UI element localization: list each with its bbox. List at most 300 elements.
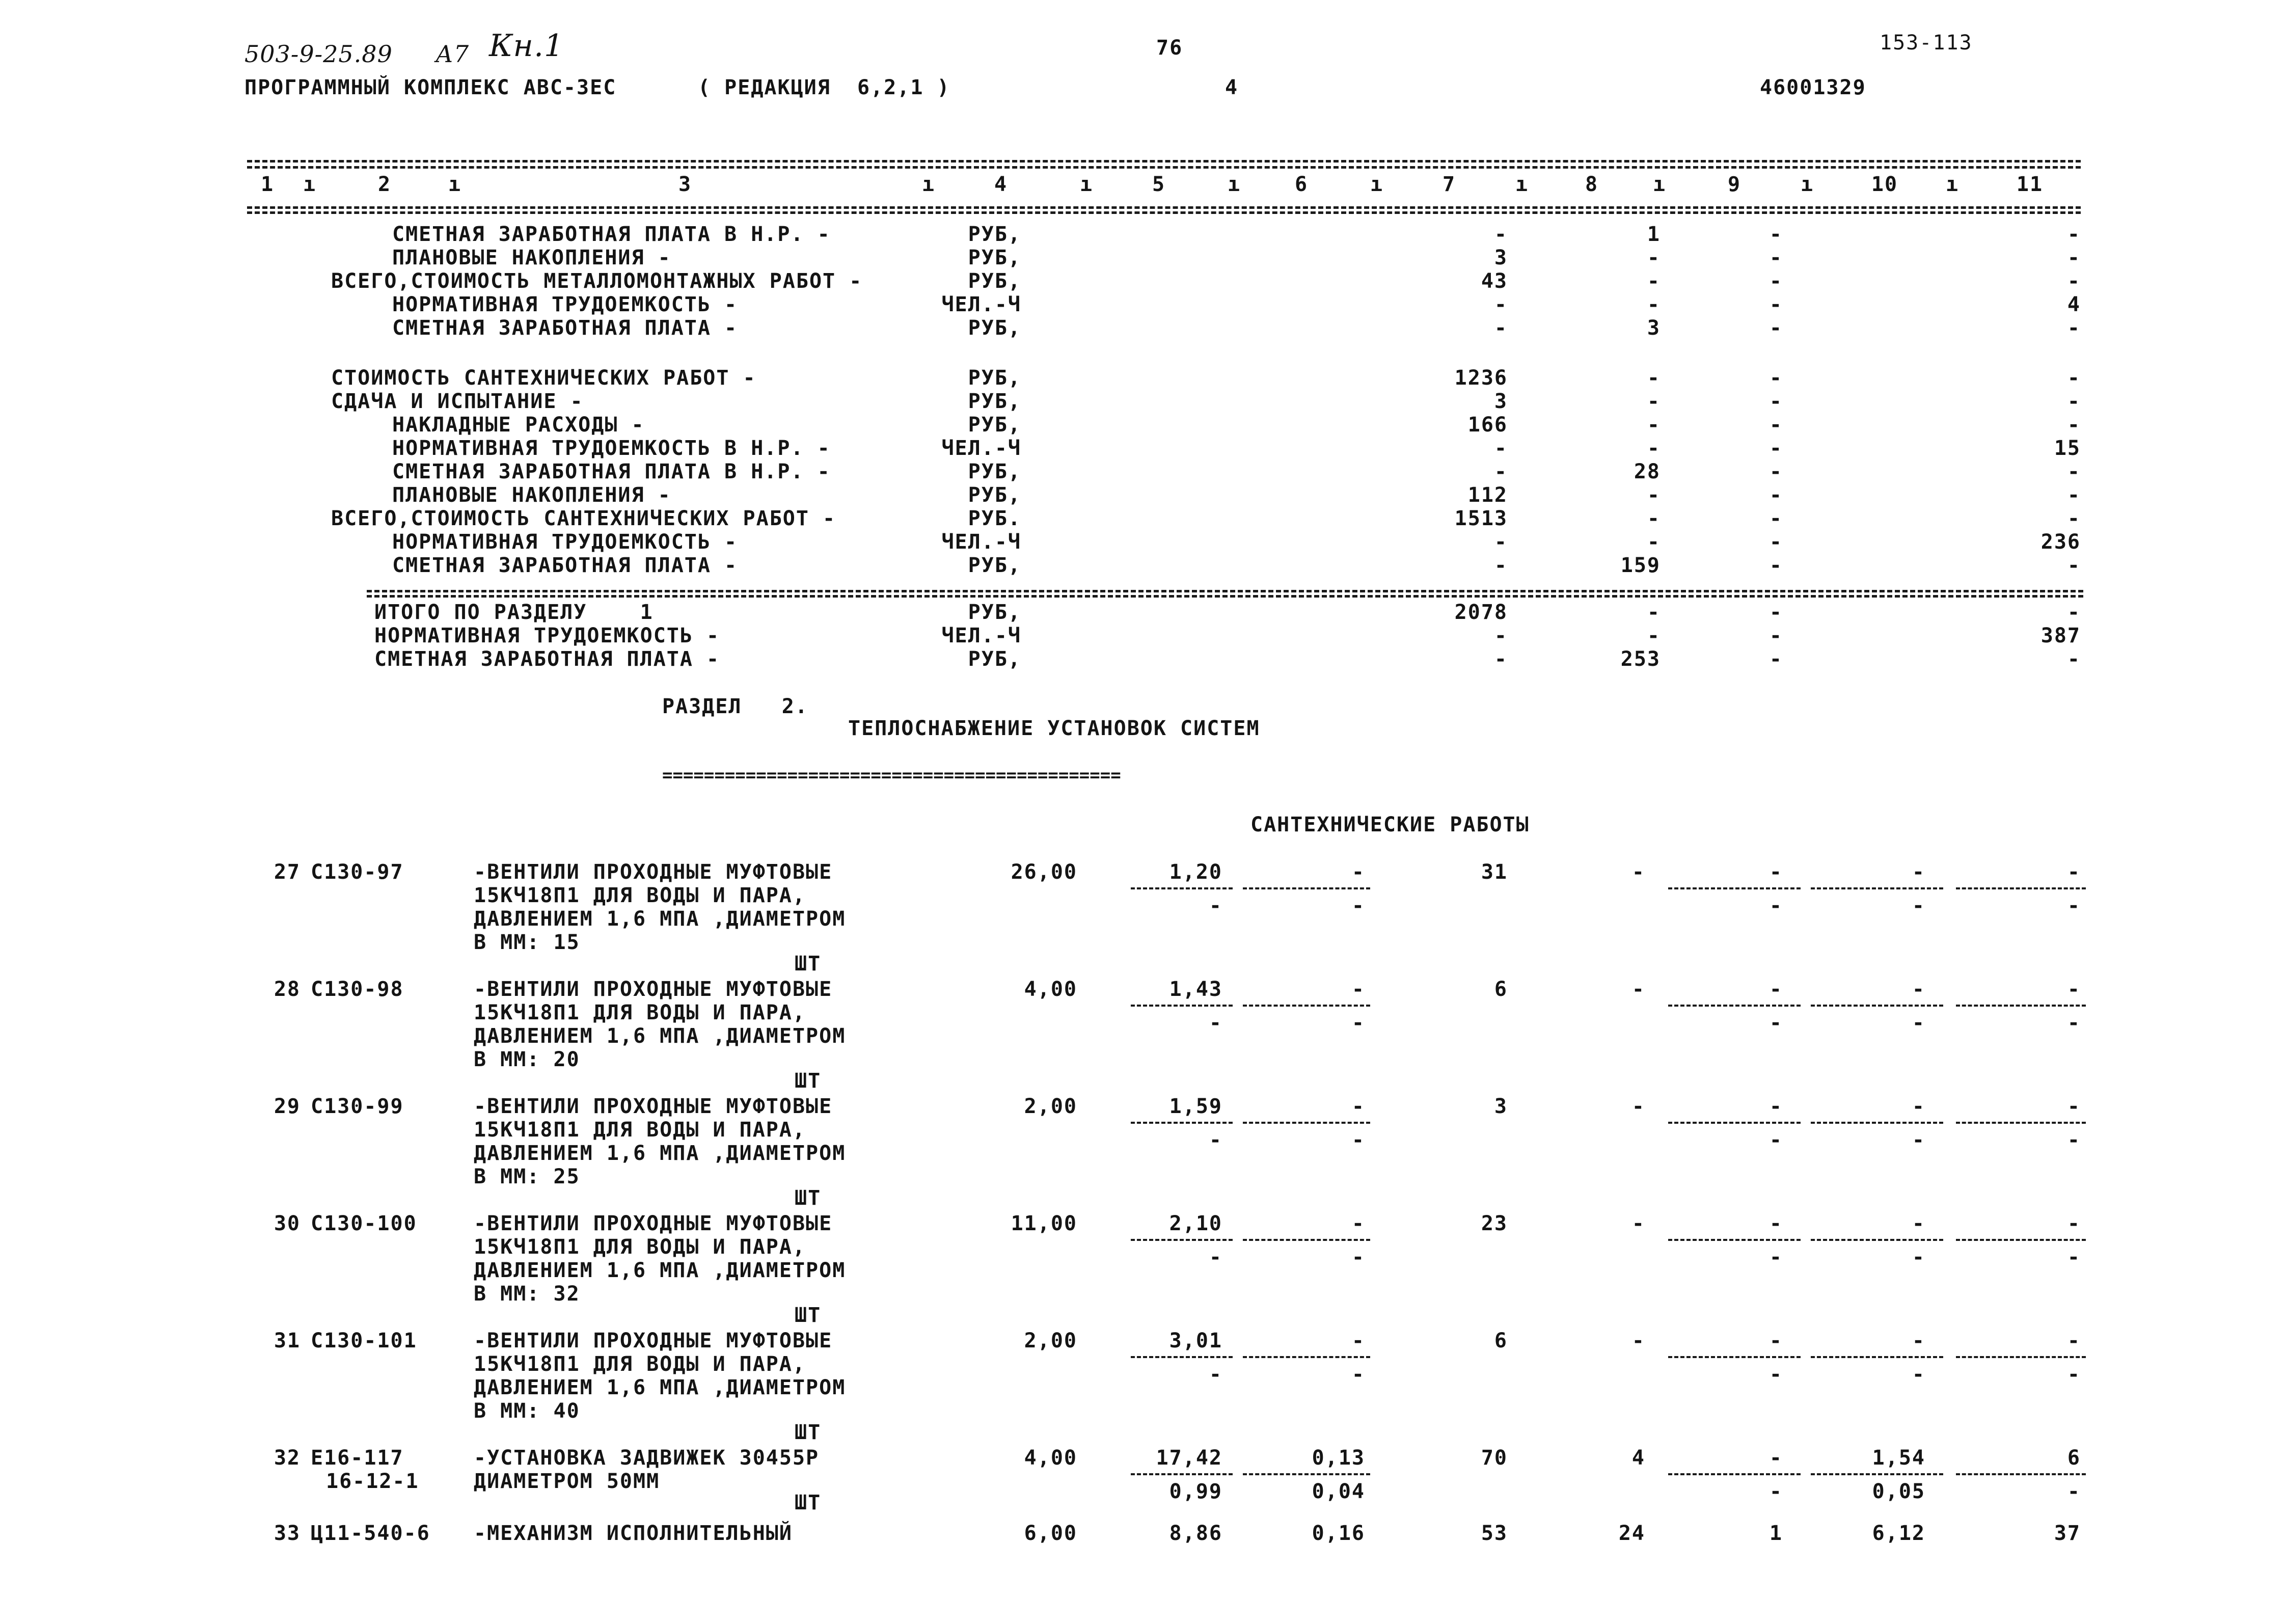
total-unit: РУБ, xyxy=(968,647,1021,671)
summary-col9: - xyxy=(1769,223,1783,246)
item-code: С130-99 xyxy=(311,1095,404,1118)
summary-col9: - xyxy=(1769,316,1783,340)
item-description-line: В ММ: 15 xyxy=(474,931,580,954)
summary-unit: ЧЕЛ.-Ч xyxy=(941,437,1021,460)
item-col10-lower: - xyxy=(1912,1011,1925,1035)
summary-unit: РУБ, xyxy=(968,316,1021,340)
summary-col11: - xyxy=(2067,246,2081,269)
item-col6: 0,16 xyxy=(1312,1522,1365,1545)
column-header-9: 9 xyxy=(1727,173,1741,196)
item-underline-col11 xyxy=(1956,1005,2086,1007)
item-unit: ШТ xyxy=(795,1069,822,1093)
item-description-line: В ММ: 20 xyxy=(474,1048,580,1071)
item-unit: ШТ xyxy=(795,952,822,976)
total-label: СМЕТНАЯ ЗАРАБОТНАЯ ПЛАТА - xyxy=(374,647,720,671)
item-description-line: ДАВЛЕНИЕМ 1,6 МПА ,ДИАМЕТРОМ xyxy=(474,907,846,931)
item-col9: 1 xyxy=(1769,1522,1783,1545)
item-col7: 23 xyxy=(1481,1212,1508,1235)
sheet-number: 4 xyxy=(1225,76,1239,99)
item-col7: 53 xyxy=(1481,1522,1508,1545)
summary-unit: РУБ, xyxy=(968,246,1021,269)
summary-col9: - xyxy=(1769,483,1783,507)
item-col6-lower: - xyxy=(1351,1246,1365,1269)
item-underline-col11 xyxy=(1956,887,2086,889)
item-col11-lower: - xyxy=(2067,1363,2081,1386)
summary-col7: 3 xyxy=(1494,246,1508,269)
summary-col7: 1236 xyxy=(1454,366,1508,390)
item-col9-lower: - xyxy=(1769,1246,1783,1269)
summary-label: НОРМАТИВНАЯ ТРУДОЕМКОСТЬ - xyxy=(392,293,738,316)
item-col8: 4 xyxy=(1631,1446,1645,1470)
item-quantity: 2,00 xyxy=(1024,1095,1077,1118)
item-underline-col5 xyxy=(1131,1005,1233,1007)
summary-col9: - xyxy=(1769,246,1783,269)
summary-col7: - xyxy=(1494,530,1508,554)
item-col5: 1,59 xyxy=(1169,1095,1222,1118)
page-number: 76 xyxy=(1156,36,1183,60)
item-underline-col5 xyxy=(1131,1473,1233,1475)
item-col11: - xyxy=(2067,1329,2081,1352)
item-description-line: ДАВЛЕНИЕМ 1,6 МПА ,ДИАМЕТРОМ xyxy=(474,1142,846,1165)
total-col9: - xyxy=(1769,647,1783,671)
edition: ( РЕДАКЦИЯ 6,2,1 ) xyxy=(698,76,950,99)
summary-col11: - xyxy=(2067,460,2081,483)
item-underline-col5 xyxy=(1131,1239,1233,1241)
item-col8: 24 xyxy=(1618,1522,1645,1545)
item-number: 28 xyxy=(274,978,301,1001)
summary-col11: - xyxy=(2067,269,2081,293)
summary-col7: 43 xyxy=(1481,269,1508,293)
summary-col11: 15 xyxy=(2054,437,2081,460)
summary-col11: 4 xyxy=(2067,293,2081,316)
summary-col8: - xyxy=(1647,483,1661,507)
item-description-line: В ММ: 32 xyxy=(474,1282,580,1306)
summary-col11: - xyxy=(2067,483,2081,507)
summary-unit: РУБ, xyxy=(968,554,1021,577)
summary-label: НОРМАТИВНАЯ ТРУДОЕМКОСТЬ В Н.Р. - xyxy=(392,437,831,460)
summary-col7: - xyxy=(1494,316,1508,340)
summary-col8: - xyxy=(1647,269,1661,293)
item-underline-col10 xyxy=(1811,887,1943,889)
section-title: ТЕПЛОСНАБЖЕНИЕ УСТАНОВОК СИСТЕМ xyxy=(848,717,1260,740)
summary-unit: РУБ, xyxy=(968,390,1021,413)
total-col8: 253 xyxy=(1620,647,1661,671)
summary-col11: - xyxy=(2067,223,2081,246)
item-description-line: 15КЧ18П1 ДЛЯ ВОДЫ И ПАРА, xyxy=(474,1001,806,1024)
item-description-line: ДАВЛЕНИЕМ 1,6 МПА ,ДИАМЕТРОМ xyxy=(474,1259,846,1282)
item-underline-col9 xyxy=(1668,1122,1801,1124)
item-underline-col6 xyxy=(1243,1239,1370,1241)
summary-col8: 1 xyxy=(1647,223,1661,246)
summary-col11: - xyxy=(2067,554,2081,577)
item-col9-lower: - xyxy=(1769,894,1783,917)
item-number: 33 xyxy=(274,1522,301,1545)
column-separator: ı xyxy=(1228,173,1241,196)
total-unit: ЧЕЛ.-Ч xyxy=(941,624,1021,647)
item-col10: - xyxy=(1912,978,1925,1001)
document-id: 46001329 xyxy=(1760,76,1866,99)
item-col8: - xyxy=(1631,1095,1645,1118)
summary-unit: РУБ, xyxy=(968,269,1021,293)
work-type-heading: САНТЕХНИЧЕСКИЕ РАБОТЫ xyxy=(1250,813,1530,836)
item-col5-lower: - xyxy=(1209,1246,1222,1269)
item-col9: - xyxy=(1769,1095,1783,1118)
item-unit: ШТ xyxy=(795,1186,822,1210)
total-col8: - xyxy=(1647,624,1661,647)
summary-col11: - xyxy=(2067,507,2081,530)
item-col7: 3 xyxy=(1494,1095,1508,1118)
item-col5: 3,01 xyxy=(1169,1329,1222,1352)
item-col6: - xyxy=(1351,1329,1365,1352)
summary-col9: - xyxy=(1769,460,1783,483)
item-description-line: 15КЧ18П1 ДЛЯ ВОДЫ И ПАРА, xyxy=(474,1352,806,1376)
totals-rule-2 xyxy=(367,595,2083,598)
column-separator: ı xyxy=(1080,173,1094,196)
item-description-line: В ММ: 40 xyxy=(474,1399,580,1423)
item-col6: - xyxy=(1351,1212,1365,1235)
item-underline-col11 xyxy=(1956,1122,2086,1124)
handwritten-album: А7 xyxy=(436,40,470,68)
item-col10: - xyxy=(1912,1212,1925,1235)
corner-code: 153-113 xyxy=(1880,31,1973,55)
item-col10-lower: - xyxy=(1912,1363,1925,1386)
summary-unit: РУБ. xyxy=(968,507,1021,530)
item-underline-col9 xyxy=(1668,1473,1801,1475)
item-number: 27 xyxy=(274,860,301,884)
item-col11-lower: - xyxy=(2067,1246,2081,1269)
item-col6-lower: 0,04 xyxy=(1312,1480,1365,1503)
item-col9: - xyxy=(1769,860,1783,884)
item-quantity: 26,00 xyxy=(1011,860,1077,884)
item-quantity: 11,00 xyxy=(1011,1212,1077,1235)
item-col8: - xyxy=(1631,1329,1645,1352)
item-col5: 17,42 xyxy=(1156,1446,1222,1470)
item-description-line: -ВЕНТИЛИ ПРОХОДНЫЕ МУФТОВЫЕ xyxy=(474,1212,833,1235)
summary-unit: РУБ, xyxy=(968,413,1021,437)
item-description-line: -ВЕНТИЛИ ПРОХОДНЫЕ МУФТОВЫЕ xyxy=(474,1329,833,1352)
item-number: 30 xyxy=(274,1212,301,1235)
summary-label: НАКЛАДНЫЕ РАСХОДЫ - xyxy=(392,413,645,437)
item-description-line: -МЕХАНИЗМ ИСПОЛНИТЕЛЬНЫЙ xyxy=(474,1522,793,1545)
total-col11: 387 xyxy=(2040,624,2081,647)
summary-col8: 28 xyxy=(1634,460,1661,483)
summary-unit: РУБ, xyxy=(968,223,1021,246)
item-col5: 1,20 xyxy=(1169,860,1222,884)
item-underline-col10 xyxy=(1811,1122,1943,1124)
summary-col8: - xyxy=(1647,293,1661,316)
item-col6: - xyxy=(1351,978,1365,1001)
item-underline-col11 xyxy=(1956,1356,2086,1358)
summary-col8: - xyxy=(1647,413,1661,437)
item-col10: - xyxy=(1912,1095,1925,1118)
item-code: С130-98 xyxy=(311,978,404,1001)
item-underline-col10 xyxy=(1811,1005,1943,1007)
summary-col7: 166 xyxy=(1467,413,1508,437)
item-col11: - xyxy=(2067,1095,2081,1118)
item-col8: - xyxy=(1631,1212,1645,1235)
item-description-line: 15КЧ18П1 ДЛЯ ВОДЫ И ПАРА, xyxy=(474,884,806,907)
column-header-6: 6 xyxy=(1294,173,1309,196)
summary-col8: - xyxy=(1647,366,1661,390)
column-header-3: 3 xyxy=(678,173,692,196)
item-col10: 1,54 xyxy=(1872,1446,1925,1470)
summary-col8: - xyxy=(1647,530,1661,554)
summary-col11: - xyxy=(2067,390,2081,413)
summary-col7: - xyxy=(1494,460,1508,483)
item-underline-col5 xyxy=(1131,1122,1233,1124)
item-col7: 6 xyxy=(1494,1329,1508,1352)
column-header-11: 11 xyxy=(2016,173,2044,196)
item-col10-lower: - xyxy=(1912,1128,1925,1152)
item-description-line: 15КЧ18П1 ДЛЯ ВОДЫ И ПАРА, xyxy=(474,1235,806,1259)
item-underline-col11 xyxy=(1956,1473,2086,1475)
item-col11: - xyxy=(2067,978,2081,1001)
item-quantity: 4,00 xyxy=(1024,1446,1077,1470)
item-underline-col6 xyxy=(1243,887,1370,889)
section-label: РАЗДЕЛ 2. xyxy=(662,695,808,718)
column-separator: ı xyxy=(1801,173,1814,196)
summary-col8: - xyxy=(1647,390,1661,413)
summary-col9: - xyxy=(1769,293,1783,316)
item-col11: - xyxy=(2067,1212,2081,1235)
item-code: С130-101 xyxy=(311,1329,417,1352)
column-separator: ı xyxy=(1946,173,1960,196)
column-separator: ı xyxy=(1653,173,1667,196)
item-quantity: 2,00 xyxy=(1024,1329,1077,1352)
item-code: Е16-117 xyxy=(311,1446,404,1470)
item-col11-lower: - xyxy=(2067,1480,2081,1503)
item-col6-lower: - xyxy=(1351,894,1365,917)
item-underline-col9 xyxy=(1668,1356,1801,1358)
totals-rule xyxy=(367,590,2083,592)
item-underline-col9 xyxy=(1668,1005,1801,1007)
item-underline-col5 xyxy=(1131,1356,1233,1358)
total-col9: - xyxy=(1769,601,1783,624)
summary-label: СМЕТНАЯ ЗАРАБОТНАЯ ПЛАТА - xyxy=(392,316,738,340)
item-code: С130-97 xyxy=(311,860,404,884)
item-col6-lower: - xyxy=(1351,1363,1365,1386)
item-underline-col6 xyxy=(1243,1356,1370,1358)
item-col9-lower: - xyxy=(1769,1011,1783,1035)
summary-col11: 236 xyxy=(2040,530,2081,554)
summary-col9: - xyxy=(1769,507,1783,530)
total-col8: - xyxy=(1647,601,1661,624)
summary-col7: - xyxy=(1494,293,1508,316)
summary-label: НОРМАТИВНАЯ ТРУДОЕМКОСТЬ - xyxy=(392,530,738,554)
summary-col7: - xyxy=(1494,554,1508,577)
item-col11-lower: - xyxy=(2067,1011,2081,1035)
summary-label: СТОИМОСТЬ САНТЕХНИЧЕСКИХ РАБОТ - xyxy=(331,366,756,390)
item-code: С130-100 xyxy=(311,1212,417,1235)
item-col8: - xyxy=(1631,978,1645,1001)
column-header-4: 4 xyxy=(994,173,1008,196)
item-description-line: -ВЕНТИЛИ ПРОХОДНЫЕ МУФТОВЫЕ xyxy=(474,1095,833,1118)
item-col11: 6 xyxy=(2067,1446,2081,1470)
summary-unit: РУБ, xyxy=(968,483,1021,507)
item-description-line: -ВЕНТИЛИ ПРОХОДНЫЕ МУФТОВЫЕ xyxy=(474,978,833,1001)
item-underline-col5 xyxy=(1131,887,1233,889)
item-unit: ШТ xyxy=(795,1421,822,1444)
item-col6-lower: - xyxy=(1351,1011,1365,1035)
item-col11-lower: - xyxy=(2067,894,2081,917)
item-description-line: ДИАМЕТРОМ 50ММ xyxy=(474,1470,660,1493)
item-number: 32 xyxy=(274,1446,301,1470)
item-col9: - xyxy=(1769,1212,1783,1235)
item-underline-col9 xyxy=(1668,1239,1801,1241)
total-col7: - xyxy=(1494,647,1508,671)
item-underline-col10 xyxy=(1811,1356,1943,1358)
column-separator: ı xyxy=(922,173,936,196)
item-col9-lower: - xyxy=(1769,1128,1783,1152)
total-col9: - xyxy=(1769,624,1783,647)
summary-unit: ЧЕЛ.-Ч xyxy=(941,530,1021,554)
item-col5-lower: 0,99 xyxy=(1169,1480,1222,1503)
item-quantity: 4,00 xyxy=(1024,978,1077,1001)
summary-col9: - xyxy=(1769,366,1783,390)
summary-col7: - xyxy=(1494,437,1508,460)
item-col9: - xyxy=(1769,1329,1783,1352)
summary-col7: 3 xyxy=(1494,390,1508,413)
summary-label: ПЛАНОВЫЕ НАКОПЛЕНИЯ - xyxy=(392,483,671,507)
item-col10-lower: - xyxy=(1912,1246,1925,1269)
item-col9-lower: - xyxy=(1769,1480,1783,1503)
summary-col8: 159 xyxy=(1620,554,1661,577)
item-underline-col6 xyxy=(1243,1473,1370,1475)
item-col6: - xyxy=(1351,860,1365,884)
header-top-rule xyxy=(247,160,2081,163)
item-quantity: 6,00 xyxy=(1024,1522,1077,1545)
summary-unit: РУБ, xyxy=(968,460,1021,483)
item-col11-lower: - xyxy=(2067,1128,2081,1152)
summary-unit: ЧЕЛ.-Ч xyxy=(941,293,1021,316)
item-col9: - xyxy=(1769,1446,1783,1470)
item-col6: - xyxy=(1351,1095,1365,1118)
item-underline-col6 xyxy=(1243,1122,1370,1124)
item-underline-col9 xyxy=(1668,887,1801,889)
total-col7: 2078 xyxy=(1454,601,1508,624)
summary-col11: - xyxy=(2067,413,2081,437)
item-col5-lower: - xyxy=(1209,894,1222,917)
item-col5: 1,43 xyxy=(1169,978,1222,1001)
item-col5-lower: - xyxy=(1209,1128,1222,1152)
program-title: ПРОГРАММНЫЙ КОМПЛЕКС АВС-3ЕС xyxy=(244,76,617,99)
item-code-2: 16-12-1 xyxy=(326,1470,419,1493)
item-col5-lower: - xyxy=(1209,1363,1222,1386)
item-col10: - xyxy=(1912,860,1925,884)
summary-col9: - xyxy=(1769,437,1783,460)
column-header-5: 5 xyxy=(1152,173,1166,196)
item-underline-col11 xyxy=(1956,1239,2086,1241)
item-col7: 70 xyxy=(1481,1446,1508,1470)
summary-col11: - xyxy=(2067,316,2081,340)
summary-label: ПЛАНОВЫЕ НАКОПЛЕНИЯ - xyxy=(392,246,671,269)
item-col5: 8,86 xyxy=(1169,1522,1222,1545)
item-description-line: 15КЧ18П1 ДЛЯ ВОДЫ И ПАРА, xyxy=(474,1118,806,1142)
item-col5-lower: - xyxy=(1209,1011,1222,1035)
item-col7: 31 xyxy=(1481,860,1508,884)
summary-col7: 112 xyxy=(1467,483,1508,507)
handwritten-code: 503-9-25.89 xyxy=(244,40,393,68)
item-col6: 0,13 xyxy=(1312,1446,1365,1470)
summary-col9: - xyxy=(1769,269,1783,293)
total-label: ИТОГО ПО РАЗДЕЛУ 1 xyxy=(374,601,654,624)
item-col10: - xyxy=(1912,1329,1925,1352)
summary-label: СМЕТНАЯ ЗАРАБОТНАЯ ПЛАТА В Н.Р. - xyxy=(392,223,831,246)
summary-label: СМЕТНАЯ ЗАРАБОТНАЯ ПЛАТА - xyxy=(392,554,738,577)
summary-col7: - xyxy=(1494,223,1508,246)
item-number: 31 xyxy=(274,1329,301,1352)
column-header-1: 1 xyxy=(260,173,275,196)
item-col10: 6,12 xyxy=(1872,1522,1925,1545)
item-underline-col6 xyxy=(1243,1005,1370,1007)
item-col10-lower: 0,05 xyxy=(1872,1480,1925,1503)
summary-col11: - xyxy=(2067,366,2081,390)
item-description-line: ДАВЛЕНИЕМ 1,6 МПА ,ДИАМЕТРОМ xyxy=(474,1376,846,1399)
item-description-line: ДАВЛЕНИЕМ 1,6 МПА ,ДИАМЕТРОМ xyxy=(474,1024,846,1048)
summary-label: СДАЧА И ИСПЫТАНИЕ - xyxy=(331,390,584,413)
item-underline-col10 xyxy=(1811,1239,1943,1241)
column-header-2: 2 xyxy=(377,173,392,196)
item-unit: ШТ xyxy=(795,1304,822,1327)
total-label: НОРМАТИВНАЯ ТРУДОЕМКОСТЬ - xyxy=(374,624,720,647)
total-col11: - xyxy=(2067,647,2081,671)
column-separator: ı xyxy=(1515,173,1529,196)
section-separator: ============================================ xyxy=(662,765,1121,786)
item-description-line: В ММ: 25 xyxy=(474,1165,580,1188)
item-description-line: -УСТАНОВКА ЗАДВИЖЕК 30455Р xyxy=(474,1446,820,1470)
summary-label: ВСЕГО,СТОИМОСТЬ САНТЕХНИЧЕСКИХ РАБОТ - xyxy=(331,507,836,530)
item-col8: - xyxy=(1631,860,1645,884)
column-separator: ı xyxy=(1370,173,1384,196)
item-number: 29 xyxy=(274,1095,301,1118)
summary-col8: 3 xyxy=(1647,316,1661,340)
header-bottom-rule-2 xyxy=(247,211,2081,214)
summary-col9: - xyxy=(1769,390,1783,413)
column-header-10: 10 xyxy=(1871,173,1898,196)
summary-col8: - xyxy=(1647,507,1661,530)
summary-col8: - xyxy=(1647,437,1661,460)
item-col6-lower: - xyxy=(1351,1128,1365,1152)
summary-label: ВСЕГО,СТОИМОСТЬ МЕТАЛЛОМОНТАЖНЫХ РАБОТ - xyxy=(331,269,863,293)
item-col10-lower: - xyxy=(1912,894,1925,917)
item-col9-lower: - xyxy=(1769,1363,1783,1386)
item-col11: - xyxy=(2067,860,2081,884)
item-code: Ц11-540-6 xyxy=(311,1522,430,1545)
summary-col8: - xyxy=(1647,246,1661,269)
item-col7: 6 xyxy=(1494,978,1508,1001)
summary-col9: - xyxy=(1769,413,1783,437)
item-col11: 37 xyxy=(2054,1522,2081,1545)
summary-col9: - xyxy=(1769,554,1783,577)
column-separator: ı xyxy=(448,173,462,196)
summary-col7: 1513 xyxy=(1454,507,1508,530)
item-col9: - xyxy=(1769,978,1783,1001)
summary-col9: - xyxy=(1769,530,1783,554)
column-header-7: 7 xyxy=(1442,173,1456,196)
column-header-8: 8 xyxy=(1585,173,1599,196)
item-description-line: -ВЕНТИЛИ ПРОХОДНЫЕ МУФТОВЫЕ xyxy=(474,860,833,884)
header-bottom-rule xyxy=(247,206,2081,209)
item-unit: ШТ xyxy=(795,1491,822,1514)
header-top-rule-2 xyxy=(247,166,2081,169)
handwritten-book: Кн.1 xyxy=(489,28,564,64)
item-underline-col10 xyxy=(1811,1473,1943,1475)
summary-label: СМЕТНАЯ ЗАРАБОТНАЯ ПЛАТА В Н.Р. - xyxy=(392,460,831,483)
total-col7: - xyxy=(1494,624,1508,647)
item-col5: 2,10 xyxy=(1169,1212,1222,1235)
total-col11: - xyxy=(2067,601,2081,624)
summary-unit: РУБ, xyxy=(968,366,1021,390)
